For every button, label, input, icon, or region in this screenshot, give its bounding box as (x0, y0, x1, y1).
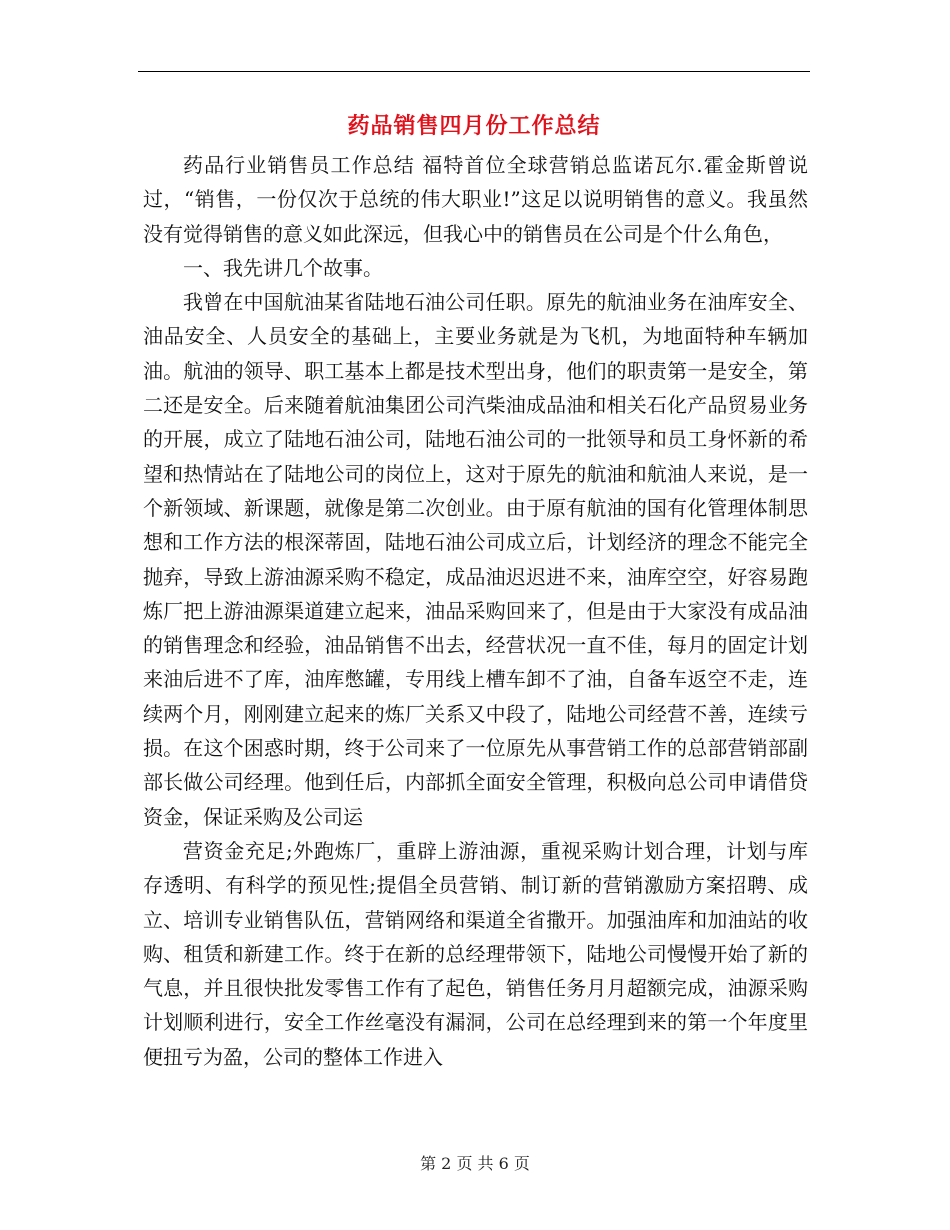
document-title: 药品销售四月份工作总结 (347, 113, 601, 139)
paragraph-story: 我曾在中国航油某省陆地石油公司任职。原先的航油业务在油库安全、油品安全、人员安全的基础上，主要业务就是为飞机，为地面特种车辆加油。航油的领导、职工基本上都是技术型出身，他们的职责第一是安全，第二还是安全。后来随着航油集团公司汽柴油成品油和相关石化产品贸易业务的开展，成立了陆地石油公司，陆地石油公司的一批领导和员工身怀新的希望和热情站在了陆地公司的岗位上，这对于原先的航油和航油人来说，是一个新领域、新课题，就像是第二次创业。由于原有航油的国有化管理体制思想和工作方法的根深蒂固，陆地石油公司成立后，计划经济的理念不能完全抛弃，导致上游油源采购不稳定，成品油迟迟进不来，油库空空，好容易跑炼厂把上游油源渠道建立起来，油品采购回来了，但是由于大家没有成品油的销售理念和经验，油品销售不出去，经营状况一直不佳，每月的固定计划来油后进不了库，油库憋罐，专用线上槽车卸不了油，自备车返空不走，连续两个月，刚刚建立起来的炼厂关系又中段了，陆地公司经营不善，连续亏损。在这个困惑时期，终于公司来了一位原先从事营销工作的总部营销部副部长做公司经理。他到任后，内部抓全面安全管理，积极向总公司申请借贷资金，保证采购及公司运 (143, 290, 808, 829)
paragraph-story-continued: 营资金充足;外跑炼厂，重辟上游油源，重视采购计划合理，计划与库存透明、有科学的预见性;提倡全员营销、制订新的营销激励方案招聘、成立、培训专业销售队伍，营销网络和渠道全省撒开。加强油库和加油站的收购、租赁和新建工作。终于在新的总经理带领下，陆地公司慢慢开始了新的气息，并且很快批发零售工作有了起色，销售任务月月超额完成，油源采购计划顺利进行，安全工作丝毫没有漏洞，公司在总经理到来的第一个年度里便扭亏为盈，公司的整体工作进入 (143, 838, 808, 1069)
paragraph-intro: 药品行业销售员工作总结 福特首位全球营销总监诺瓦尔.霍金斯曾说过，“销售，一份仅次于总统的伟大职业!”这足以说明销售的意义。我虽然没有觉得销售的意义如此深远，但我心中的销售员在公司是个什么角色， (143, 153, 808, 246)
page-footer: 第 2 页 共 6 页 (420, 1154, 530, 1173)
document-body (143, 148, 808, 1074)
header-rule (138, 71, 810, 72)
paragraph-section-heading: 一、我先讲几个故事。 (183, 255, 383, 280)
